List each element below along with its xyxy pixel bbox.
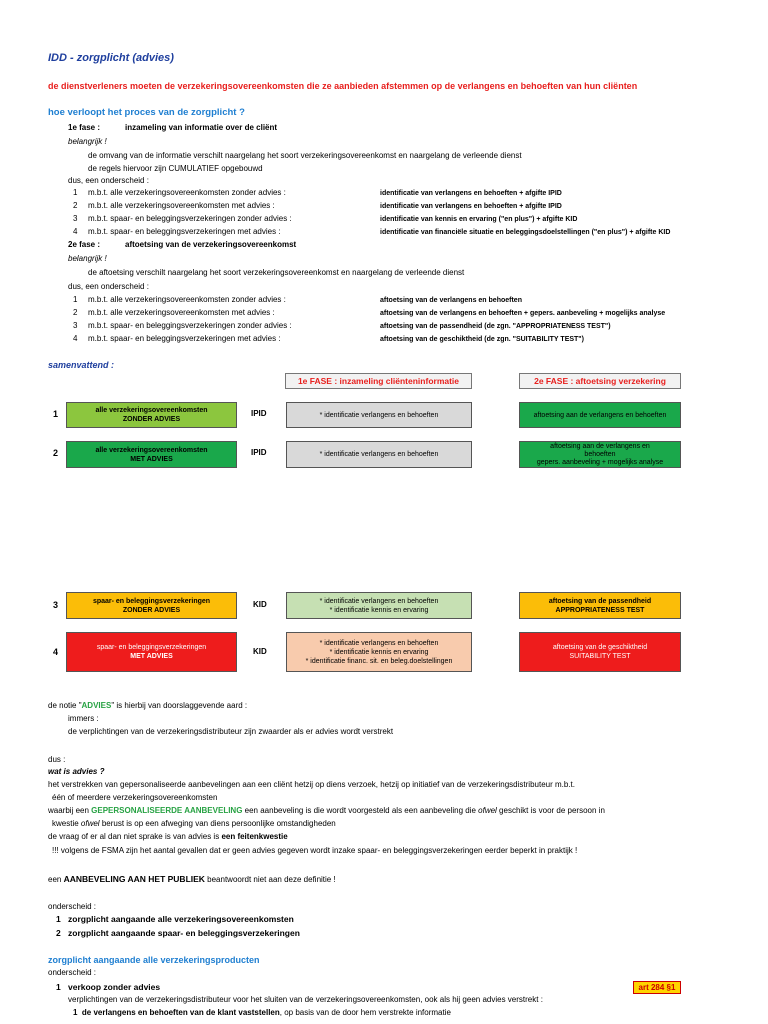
notie-post: " is hierbij van doorslaggevende aard : (111, 701, 248, 710)
verkoop-num: 1 (56, 982, 61, 992)
samenvattend-heading: samenvattend : (48, 360, 115, 370)
fase2-item-result: aftoetsing van de geschiktheid (de zgn. "SUITABILITY TEST") (380, 336, 584, 343)
onderscheid-label-2: onderscheid : (48, 968, 97, 977)
fase1-item-result: identificatie van verlangens en behoeften + afgifte IPID (380, 203, 562, 210)
row-doc-label: IPID (251, 448, 267, 457)
vraag-pre: de vraag of er al dan niet sprake is van advies is (48, 832, 222, 841)
row-category-line-1: spaar- en beleggingsverzekeringen (96, 644, 207, 651)
row-phase1-line: * identificatie verlangens en behoeften (319, 451, 439, 458)
row-category-line-2: ZONDER ADVIES (122, 416, 181, 423)
last-item-line (73, 1008, 451, 1018)
onderscheid-item: zorgplicht aangaande alle verzekeringsovereenkomsten (68, 914, 294, 924)
verkoop-heading: verkoop zonder advies (68, 982, 161, 992)
onderscheid-num: 1 (56, 914, 61, 924)
row-number: 4 (53, 647, 59, 657)
fase2-item-result: aftoetsing van de passendheid (de zgn. "APPROPRIATENESS TEST") (380, 323, 611, 330)
row-phase1-line: * identificatie kennis en ervaring (329, 606, 429, 614)
fase1-item-result: identificatie van kennis en ervaring ("en plus") + afgifte KID (380, 216, 578, 223)
dus-onderscheid-1: dus, een onderscheid : (68, 176, 149, 185)
col2-header: 2e FASE : aftoetsing verzekering (519, 373, 681, 389)
wat-is-advies: wat is advies ? (48, 767, 105, 776)
fase1-label: 1e fase : (68, 123, 101, 132)
row-phase2-line: APPROPRIATENESS TEST (555, 606, 645, 614)
fase1-note-2: de regels hiervoor zijn CUMULATIEF opgebouwd (88, 164, 263, 173)
row-number: 3 (53, 600, 59, 610)
row-doc-label: IPID (251, 409, 267, 418)
fase2-item-num: 3 (73, 321, 78, 330)
row-phase1-box (286, 402, 472, 428)
row-doc-label: KID (253, 647, 267, 656)
kwestie-line (52, 819, 336, 829)
ofwel-word: ofwel (478, 806, 497, 815)
row-category-box (66, 592, 237, 619)
waarbij-line (48, 806, 605, 816)
last-item-bold: de verlangens en behoeften van de klant vaststellen (81, 1008, 280, 1017)
fase1-item-result: identificatie van verlangens en behoeften + afgifte IPID (380, 190, 562, 197)
row-phase2-line: aftoetsing aan de verlangens en behoeften (533, 411, 667, 419)
aanbeveling-bold: AANBEVELING AAN HET PUBLIEK (63, 874, 205, 884)
kwestie-post: berust is op een afweging van diens persoonlijke omstandigheden (99, 819, 336, 828)
notie-pre: de notie " (48, 701, 82, 710)
row-category-line-1: spaar- en beleggingsverzekeringen (92, 597, 211, 605)
fase2-note: de aftoetsing verschilt naargelang het soort verzekeringsovereenkomst en naargelang de verleende dienst (88, 268, 465, 277)
row-doc-label: KID (253, 600, 267, 609)
notie-line (48, 701, 247, 711)
aanbeveling-post: beantwoordt niet aan deze definitie ! (204, 875, 336, 884)
row-phase1-box (286, 441, 472, 468)
intro-text: de dienstverleners moeten de verzekeringsovereenkomsten die ze aanbieden afstemmen op de verlangens en behoeften van hun cliënten (48, 81, 638, 91)
row-category-line-2: ZONDER ADVIES (122, 606, 181, 614)
row-phase2-line: aftoetsing van de geschiktheid (552, 644, 648, 651)
fase1-item-text: m.b.t. alle verzekeringsovereenkomsten met advies : (88, 201, 275, 210)
producten-heading: zorgplicht aangaande alle verzekeringsproducten (48, 955, 260, 965)
row-category-box (66, 402, 237, 428)
row-phase1-line: * identificatie verlangens en behoeften (319, 597, 439, 605)
fase2-item-num: 1 (73, 295, 78, 304)
waarbij-post: geschikt is voor de persoon in (496, 806, 605, 815)
fase2-label: 2e fase : (68, 240, 101, 249)
onderscheid-item: zorgplicht aangaande spaar- en beleggingsverzekeringen (68, 928, 300, 938)
row-category-line-2: MET ADVIES (130, 455, 173, 463)
row-phase2-line: behoeften (584, 450, 616, 458)
vraag-bold: een feitenkwestie (221, 832, 288, 841)
row-phase1-line: * identificatie kennis en ervaring (329, 648, 429, 656)
verplichtingen-text: verplichtingen van de verzekeringsdistributeur voor het sluiten van de verzekeringsovereenkomsten, ook als hij geen advies verstrekt : (68, 995, 543, 1004)
fase1-belangrijk: belangrijk ! (68, 137, 107, 146)
fase1-title: inzameling van informatie over de cliënt (125, 123, 278, 132)
fase2-belangrijk: belangrijk ! (68, 254, 107, 263)
row-phase2-box (519, 592, 681, 619)
waarbij-word: GEPERSONALISEERDE AANBEVELING (91, 806, 243, 815)
fase1-item-text: m.b.t. spaar- en beleggingsverzekeringen zonder advies : (88, 214, 292, 223)
advies-definition-1: het verstrekken van gepersonaliseerde aanbevelingen aan een cliënt hetzij op diens verzoek, hetzij op initiatief van de verzekeringsdistributeur m.b.t. (48, 780, 575, 789)
dus-onderscheid-2: dus, een onderscheid : (68, 282, 149, 291)
row-phase2-box (519, 632, 681, 672)
row-phase1-line: * identificatie verlangens en behoeften (319, 639, 439, 647)
aanbeveling-line (48, 874, 336, 885)
row-phase2-line: gepers. aanbeveling + mogelijks analyse (536, 458, 664, 466)
onderscheid-label: onderscheid : (48, 902, 97, 911)
fase1-item-text: m.b.t. spaar- en beleggingsverzekeringen met advies : (88, 227, 281, 236)
waarbij-mid: een aanbeveling is die wordt voorgesteld als een aanbeveling die (242, 806, 479, 815)
fase2-item-num: 2 (73, 308, 78, 317)
fase1-note-1: de omvang van de informatie verschilt naargelang het soort verzekeringsovereenkomst en naargelang de verleende dienst (88, 151, 522, 160)
row-phase2-box (519, 441, 681, 468)
waarbij-pre: waarbij een (48, 806, 92, 815)
fase1-item-text: m.b.t. alle verzekeringsovereenkomsten zonder advies : (88, 188, 286, 197)
fase2-item-text: m.b.t. spaar- en beleggingsverzekeringen met advies : (88, 334, 281, 343)
article-reference-badge: art 284 §1 (633, 981, 681, 994)
onderscheid-num: 2 (56, 928, 61, 938)
row-number: 1 (53, 409, 59, 419)
fase1-item-num: 1 (73, 188, 78, 197)
dus-label: dus : (48, 755, 66, 764)
advies-definition-2: één of meerdere verzekeringsovereenkomsten (52, 793, 218, 802)
row-phase1-box (286, 592, 472, 619)
row-category-box (66, 441, 237, 468)
row-category-line-1: alle verzekeringsovereenkomsten (95, 446, 208, 454)
process-heading: hoe verloopt het proces van de zorgplicht ? (48, 107, 245, 118)
fase1-item-result: identificatie van financiële situatie en beleggingsdoelstellingen ("en plus") + afgifte KID (380, 229, 671, 236)
immers-text: de verplichtingen van de verzekeringsdistributeur zijn zwaarder als er advies wordt verstrekt (68, 727, 394, 736)
page-title: IDD - zorgplicht (advies) (48, 52, 174, 64)
fase2-item-text: m.b.t. spaar- en beleggingsverzekeringen zonder advies : (88, 321, 292, 330)
notie-word: ADVIES (81, 701, 112, 710)
last-item-num: 1 (73, 1008, 78, 1017)
fase1-item-num: 3 (73, 214, 78, 223)
fase2-title: aftoetsing van de verzekeringsovereenkomst (125, 240, 297, 249)
fase1-item-num: 2 (73, 201, 78, 210)
vraag-line (48, 832, 288, 842)
immers-label: immers : (68, 714, 99, 723)
row-category-line-2: MET ADVIES (130, 653, 173, 660)
row-phase1-line: * identificatie financ. sit. en beleg.doelstellingen (305, 657, 453, 665)
ofwel-word: ofwel (80, 819, 100, 828)
row-phase2-box (519, 402, 681, 428)
fase2-item-num: 4 (73, 334, 78, 343)
row-phase1-line: * identificatie verlangens en behoeften (319, 411, 439, 419)
last-item-post: , op basis van de door hem verstrekte informatie (279, 1008, 451, 1017)
aanbeveling-pre: een (48, 875, 64, 884)
col1-header: 1e FASE : inzameling cliënteninformatie (285, 373, 472, 389)
row-phase1-box (286, 632, 472, 672)
fase1-item-num: 4 (73, 227, 78, 236)
row-phase2-line: aftoetsing van de passendheid (548, 597, 652, 605)
row-category-box (66, 632, 237, 672)
fase2-item-result: aftoetsing van de verlangens en behoeften + gepers. aanbeveling + mogelijks analyse (380, 310, 666, 317)
row-phase2-line: aftoetsing aan de verlangens en (550, 442, 650, 450)
row-category-line-1: alle verzekeringsovereenkomsten (95, 407, 208, 414)
kwestie-pre: kwestie (52, 819, 81, 828)
fase2-item-text: m.b.t. alle verzekeringsovereenkomsten met advies : (88, 308, 275, 317)
fsma-note: !!! volgens de FSMA zijn het aantal gevallen dat er geen advies gegeven wordt inzake spaar- en beleggingsverzekeringen eerder beperkt in praktijk ! (52, 846, 578, 855)
fase2-item-result: aftoetsing van de verlangens en behoeften (380, 297, 522, 304)
row-number: 2 (53, 448, 59, 458)
fase2-item-text: m.b.t. alle verzekeringsovereenkomsten zonder advies : (88, 295, 286, 304)
row-phase2-line: SUITABILITY TEST (569, 653, 631, 660)
